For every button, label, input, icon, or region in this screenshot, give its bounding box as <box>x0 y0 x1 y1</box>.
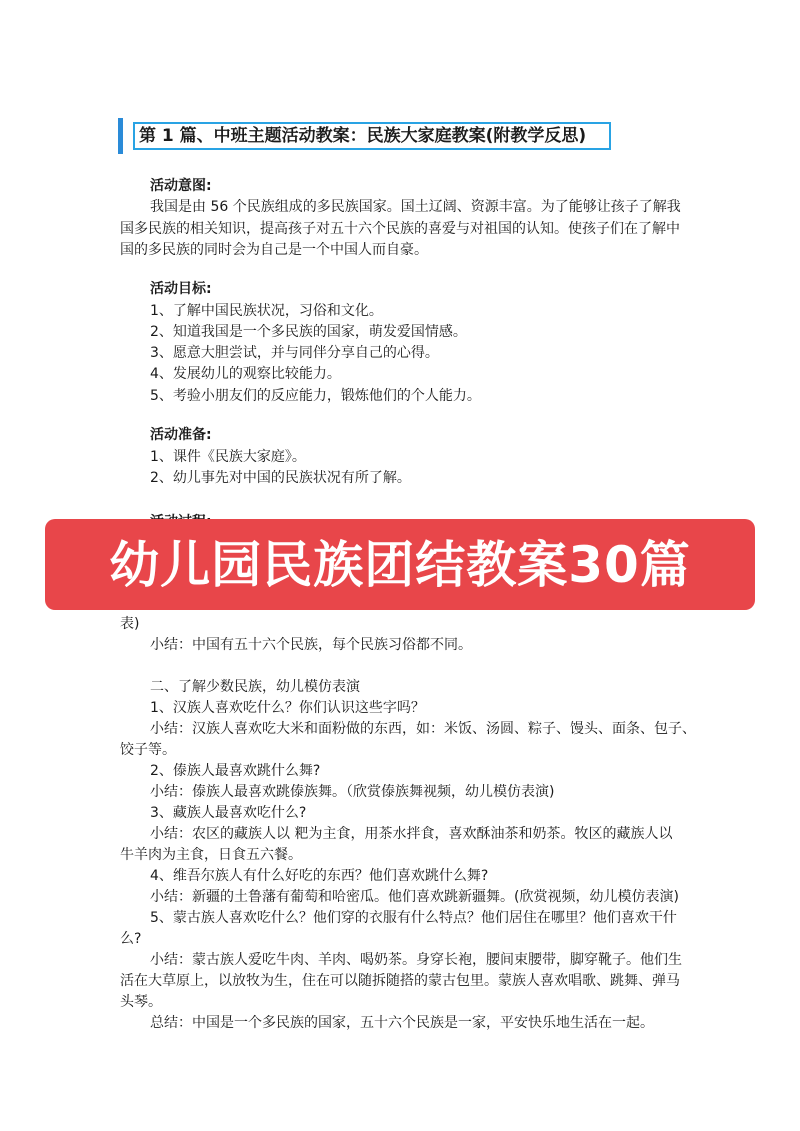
process-line: 5、蒙古族人喜欢吃什么？他们穿的衣服有什么特点？他们居住在哪里？他们喜欢干什 <box>150 910 677 926</box>
goal-item: 5、考验小朋友们的反应能力，锻炼他们的个人能力。 <box>150 388 481 404</box>
process-line: 1、汉族人喜欢吃什么？你们认识这些字吗？ <box>150 700 425 716</box>
process-line: 2、傣族人最喜欢跳什么舞? <box>150 763 321 779</box>
goals-heading: 活动目标: <box>150 281 212 297</box>
goal-item: 4、发展幼儿的观察比较能力。 <box>150 366 341 382</box>
intent-line: 国多民族的相关知识，提高孩子对五十六个民族的喜爱与对祖国的认知。使孩子们在了解中 <box>120 221 680 237</box>
process-line: 牛羊肉为主食，日食五六餐。 <box>120 847 302 863</box>
document-title: 第 1 篇、中班主题活动教案：民族大家庭教案(附教学反思) <box>133 122 611 150</box>
process-line: 总结：中国是一个多民族的国家，五十六个民族是一家，平安快乐地生活在一起。 <box>150 1015 654 1031</box>
process-line: 小结：新疆的土鲁藩有葡萄和哈密瓜。他们喜欢跳新疆舞。(欣赏视频，幼儿模仿表演) <box>150 889 679 905</box>
process-line: 4、维吾尔族人有什么好吃的东西？他们喜欢跳什么舞? <box>150 868 489 884</box>
prep-heading: 活动准备: <box>150 427 212 443</box>
process-line: 小结：蒙古族人爱吃牛肉、羊肉、喝奶茶。身穿长袍，腰间束腰带，脚穿靴子。他们生 <box>150 952 682 968</box>
process-line: 饺子等。 <box>120 742 176 758</box>
process-line: 小结：中国有五十六个民族，每个民族习俗都不同。 <box>150 637 472 653</box>
process-line: 小结：傣族人最喜欢跳傣族舞。（欣赏傣族舞视频，幼儿模仿表演) <box>150 784 555 800</box>
goal-item: 2、知道我国是一个多民族的国家，萌发爱国情感。 <box>150 324 467 340</box>
prep-item: 1、课件《民族大家庭》。 <box>150 449 306 465</box>
process-line: 头琴。 <box>120 994 162 1010</box>
promo-banner <box>45 519 755 610</box>
process-line: 活在大草原上，以放牧为生，住在可以随拆随搭的蒙古包里。蒙族人喜欢唱歌、跳舞、弹马 <box>120 973 680 989</box>
banner-text: 幼儿园民族团结教案30篇 <box>109 535 691 594</box>
goal-item: 3、愿意大胆尝试，并与同伴分享自己的心得。 <box>150 345 439 361</box>
intent-line: 国的多民族的同时会为自己是一个中国人而自豪。 <box>120 242 428 258</box>
goal-item: 1、了解中国民族状况，习俗和文化。 <box>150 303 383 319</box>
process-line: 表) <box>120 616 140 632</box>
process-line: 小结：汉族人喜欢吃大米和面粉做的东西，如：米饭、汤圆、粽子、馒头、面条、包子、 <box>150 721 696 737</box>
process-line: 么? <box>120 931 142 947</box>
prep-item: 2、幼儿事先对中国的民族状况有所了解。 <box>150 470 411 486</box>
intent-heading: 活动意图: <box>150 178 212 194</box>
process-line: 3、藏族人最喜欢吃什么? <box>150 805 307 821</box>
intent-line: 我国是由 56 个民族组成的多民族国家。国土辽阔、资源丰富。为了能够让孩子了解我 <box>150 199 681 215</box>
process-line: 小结：农区的藏族人以 粑为主食，用茶水拌食，喜欢酥油茶和奶茶。牧区的藏族人以 <box>150 826 673 842</box>
process-line: 二、了解少数民族，幼儿模仿表演 <box>150 679 360 695</box>
